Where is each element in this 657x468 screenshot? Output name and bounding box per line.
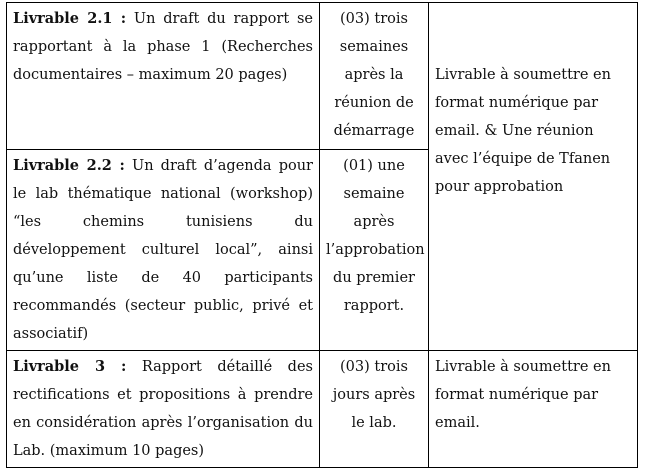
- deliverable-description-cell: [7, 150, 320, 351]
- deliverable-delay-cell: [320, 150, 429, 351]
- deliverable-description: Un draft d’agenda pour le lab thématique national (workshop) “les chemins tunisiens du développement culturel local”, ainsi qu’une liste de 40 participants recommandés (secteur public, privé et associatif): [13, 158, 313, 342]
- submission-instructions-cell: [429, 351, 638, 468]
- submission-instructions-cell: [429, 3, 638, 351]
- deliverable-label: Livrable 3 :: [13, 358, 127, 375]
- deliverable-description-cell: [7, 3, 320, 150]
- deliverable-description: Un draft du rapport se rapportant à la phase 1 (Recherches documentaires – maximum 20 pages): [13, 11, 313, 83]
- table-row: [7, 351, 638, 468]
- deliverable-delay: (01) une semaine après l’approbation du premier rapport.: [326, 158, 425, 314]
- submission-instructions: Livrable à soumettre en format numérique par email.: [435, 359, 611, 431]
- deliverable-delay: (03) trois semaines après la réunion de démarrage: [333, 11, 415, 139]
- deliverable-description: Rapport détaillé des rectifications et propositions à prendre en considération après l’organisation du Lab. (maximum 10 pages): [13, 359, 313, 459]
- deliverable-label: Livrable 2.1 :: [13, 10, 127, 27]
- deliverable-label: Livrable 2.2 :: [13, 157, 125, 174]
- deliverables-table: [6, 2, 638, 468]
- submission-instructions: Livrable à soumettre en format numérique par email. & Une réunion avec l’équipe de Tfanen pour approbation: [435, 67, 611, 195]
- deliverable-delay: (03) trois jours après le lab.: [332, 359, 416, 431]
- deliverable-description-cell: [7, 351, 320, 468]
- table-row: [7, 3, 638, 150]
- deliverable-delay-cell: [320, 351, 429, 468]
- deliverable-delay-cell: [320, 3, 429, 150]
